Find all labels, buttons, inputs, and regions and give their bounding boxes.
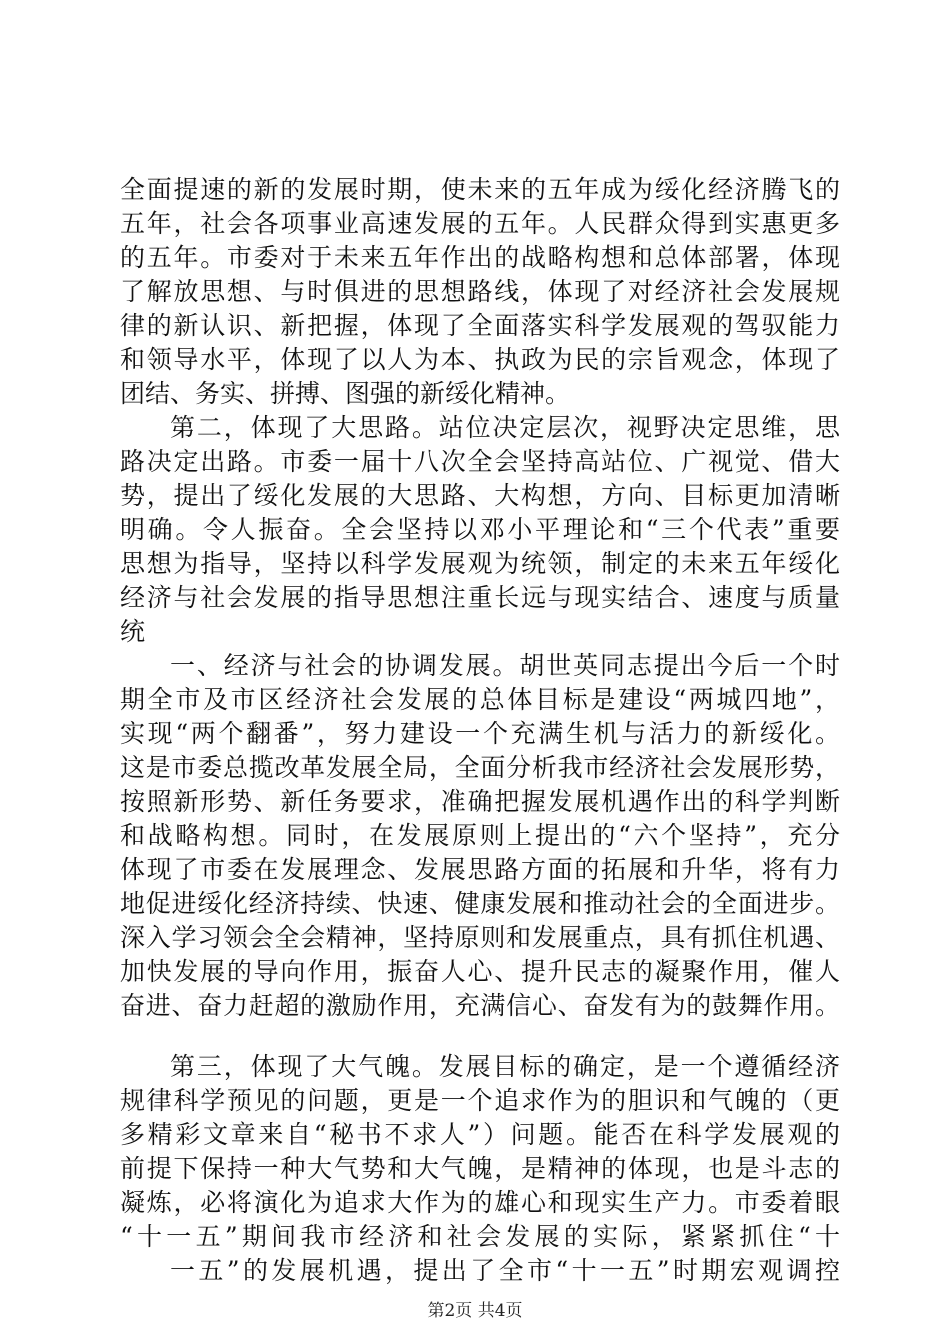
text-line: 明确。令人振奋。全会坚持以邓小平理论和“三个代表”重要 (120, 515, 840, 544)
text-line: 和领导水平，体现了以人为本、执政为民的宗旨观念，体现了 (120, 345, 840, 374)
text-line: 的五年。市委对于未来五年作出的战略构想和总体部署，体现 (120, 243, 840, 272)
text-line: 五年，社会各项事业高速发展的五年。人民群众得到实惠更多 (120, 209, 840, 238)
text-line: 全面提速的新的发展时期，使未来的五年成为绥化经济腾飞的 (120, 175, 840, 204)
text-line: 期全市及市区经济社会发展的总体目标是建设“两城四地”， (120, 685, 840, 714)
text-line: 团结、务实、拼搏、图强的新绥化精神。 (120, 379, 571, 408)
text-line: 律的新认识、新把握，体现了全面落实科学发展观的驾驭能力 (120, 311, 840, 340)
text-line: 经济与社会发展的指导思想注重长远与现实结合、速度与质量 (120, 583, 840, 612)
text-line: 地促进绥化经济持续、快速、健康发展和推动社会的全面进步。 (120, 889, 840, 918)
text-line: 深入学习领会全会精神，坚持原则和发展重点，具有抓住机遇、 (120, 923, 840, 952)
text-line: “十一五”期间我市经济和社会发展的实际，紧紧抓住“十 (120, 1222, 840, 1251)
text-line: 前提下保持一种大气势和大气魄，是精神的体现，也是斗志的 (120, 1154, 840, 1183)
paragraph-start-line: 第三，体现了大气魄。发展目标的确定，是一个遵循经济 (170, 1052, 840, 1081)
text-line: 和战略构想。同时，在发展原则上提出的“六个坚持”，充分 (120, 821, 840, 850)
text-line: 了解放思想、与时俱进的思想路线，体现了对经济社会发展规 (120, 277, 840, 306)
text-line: 按照新形势、新任务要求，准确把握发展机遇作出的科学判断 (120, 787, 840, 816)
text-line: 奋进、奋力赶超的激励作用，充满信心、奋发有为的鼓舞作用。 (120, 991, 840, 1020)
text-line: 规律科学预见的问题，更是一个追求作为的胆识和气魄的（更 (120, 1086, 840, 1115)
paragraph-start-line: 第二，体现了大思路。站位决定层次，视野决定思维，思 (170, 413, 840, 442)
text-line: 势，提出了绥化发展的大思路、大构想，方向、目标更加清晰 (120, 481, 840, 510)
paragraph-start-line: 一、经济与社会的协调发展。胡世英同志提出今后一个时 (170, 651, 840, 680)
text-line: 这是市委总揽改革发展全局，全面分析我市经济社会发展形势， (120, 753, 840, 782)
text-line: 凝炼，必将演化为追求大作为的雄心和现实生产力。市委着眼 (120, 1188, 840, 1217)
text-line: 实现“两个翻番”，努力建设一个充满生机与活力的新绥化。 (120, 719, 840, 748)
text-line: 体现了市委在发展理念、发展思路方面的拓展和升华，将有力 (120, 855, 840, 884)
page-number: 第2页 共4页 (427, 1301, 523, 1321)
text-line: 统 (120, 617, 146, 646)
text-line: 加快发展的导向作用，振奋人心、提升民志的凝聚作用，催人 (120, 957, 840, 986)
text-line: 多精彩文章来自“秘书不求人”）问题。能否在科学发展观的 (120, 1120, 840, 1149)
text-line: 路决定出路。市委一届十八次全会坚持高站位、广视觉、借大 (120, 447, 840, 476)
text-line: 一五”的发展机遇，提出了全市“十一五”时期宏观调控 (170, 1256, 840, 1285)
text-line: 思想为指导，坚持以科学发展观为统领，制定的未来五年绥化 (120, 549, 840, 578)
